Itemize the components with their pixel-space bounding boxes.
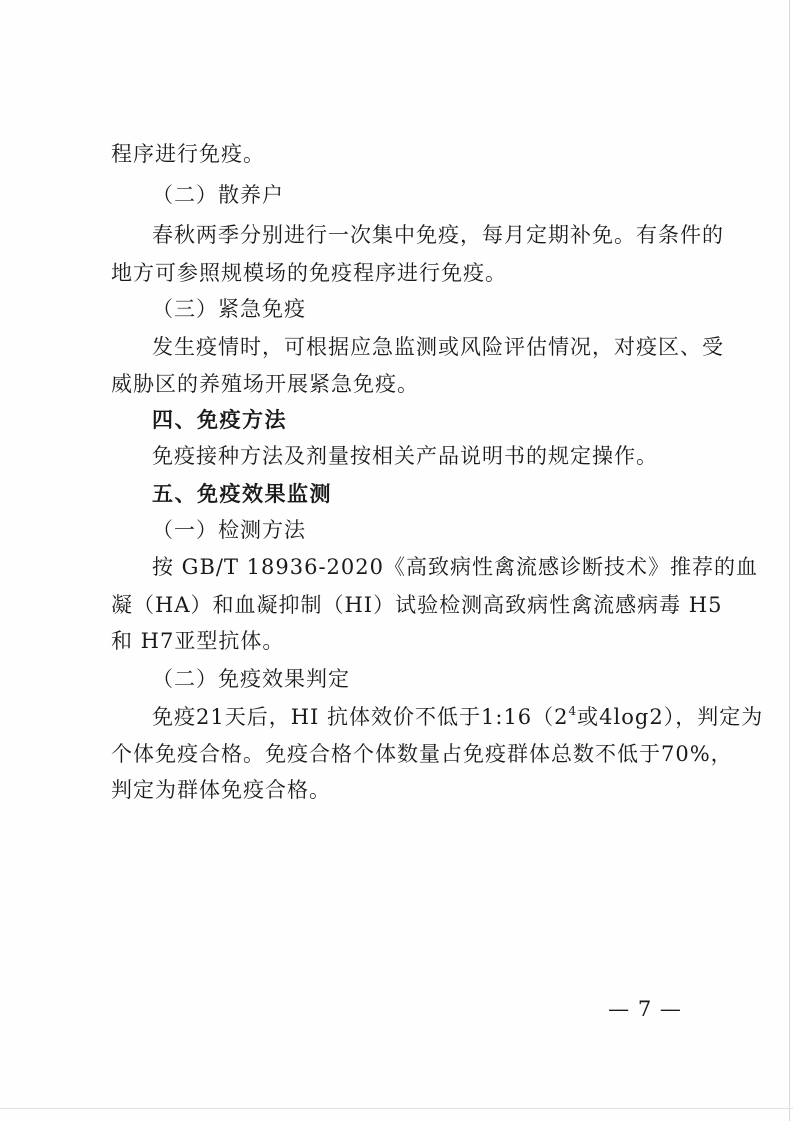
paragraph-line: 地方可参照规模场的免疫程序进行免疫。 bbox=[111, 261, 507, 285]
paragraph-line: 威胁区的养殖场开展紧急免疫。 bbox=[111, 372, 419, 396]
scan-edge-bottom bbox=[0, 1108, 793, 1109]
subheading-detection-method: （一）检测方法 bbox=[152, 518, 306, 542]
subheading-free-range-farms: （二）散养户 bbox=[152, 183, 284, 207]
judgement-text-before: 免疫21天后，HI 抗体效价不低于1:16（2 bbox=[152, 705, 569, 729]
paragraph-line: 和 H7亚型抗体。 bbox=[111, 629, 285, 653]
judgement-text-after: 或4log2），判定为 bbox=[577, 705, 764, 729]
paragraph-line: 判定为群体免疫合格。 bbox=[111, 778, 331, 802]
subheading-emergency-immunization: （三）紧急免疫 bbox=[152, 297, 306, 321]
page-number: — 7 — bbox=[608, 997, 682, 1021]
paragraph-line: 按 GB/T 18936-2020《高致病性禽流感诊断技术》推荐的血 bbox=[152, 555, 758, 579]
paragraph-line: 凝（HA）和血凝抑制（HI）试验检测高致病性禽流感病毒 H5 bbox=[111, 593, 723, 617]
section-heading-immunization-monitoring: 五、免疫效果监测 bbox=[152, 482, 332, 506]
superscript-four: 4 bbox=[568, 704, 578, 718]
section-heading-immunization-method: 四、免疫方法 bbox=[152, 408, 287, 432]
paragraph-line-judgement bbox=[152, 703, 793, 731]
scan-edge-right bbox=[789, 0, 790, 1121]
paragraph-line: 春秋两季分别进行一次集中免疫，每月定期补免。有条件的 bbox=[152, 223, 724, 247]
subheading-immunization-effect-judgement: （二）免疫效果判定 bbox=[152, 667, 350, 691]
paragraph-line: 免疫接种方法及剂量按相关产品说明书的规定操作。 bbox=[152, 444, 658, 468]
paragraph-line: 发生疫情时，可根据应急监测或风险评估情况，对疫区、受 bbox=[152, 335, 724, 359]
paragraph-line: 个体免疫合格。免疫合格个体数量占免疫群体总数不低于70%， bbox=[111, 742, 733, 766]
paragraph-line: 程序进行免疫。 bbox=[111, 142, 265, 166]
